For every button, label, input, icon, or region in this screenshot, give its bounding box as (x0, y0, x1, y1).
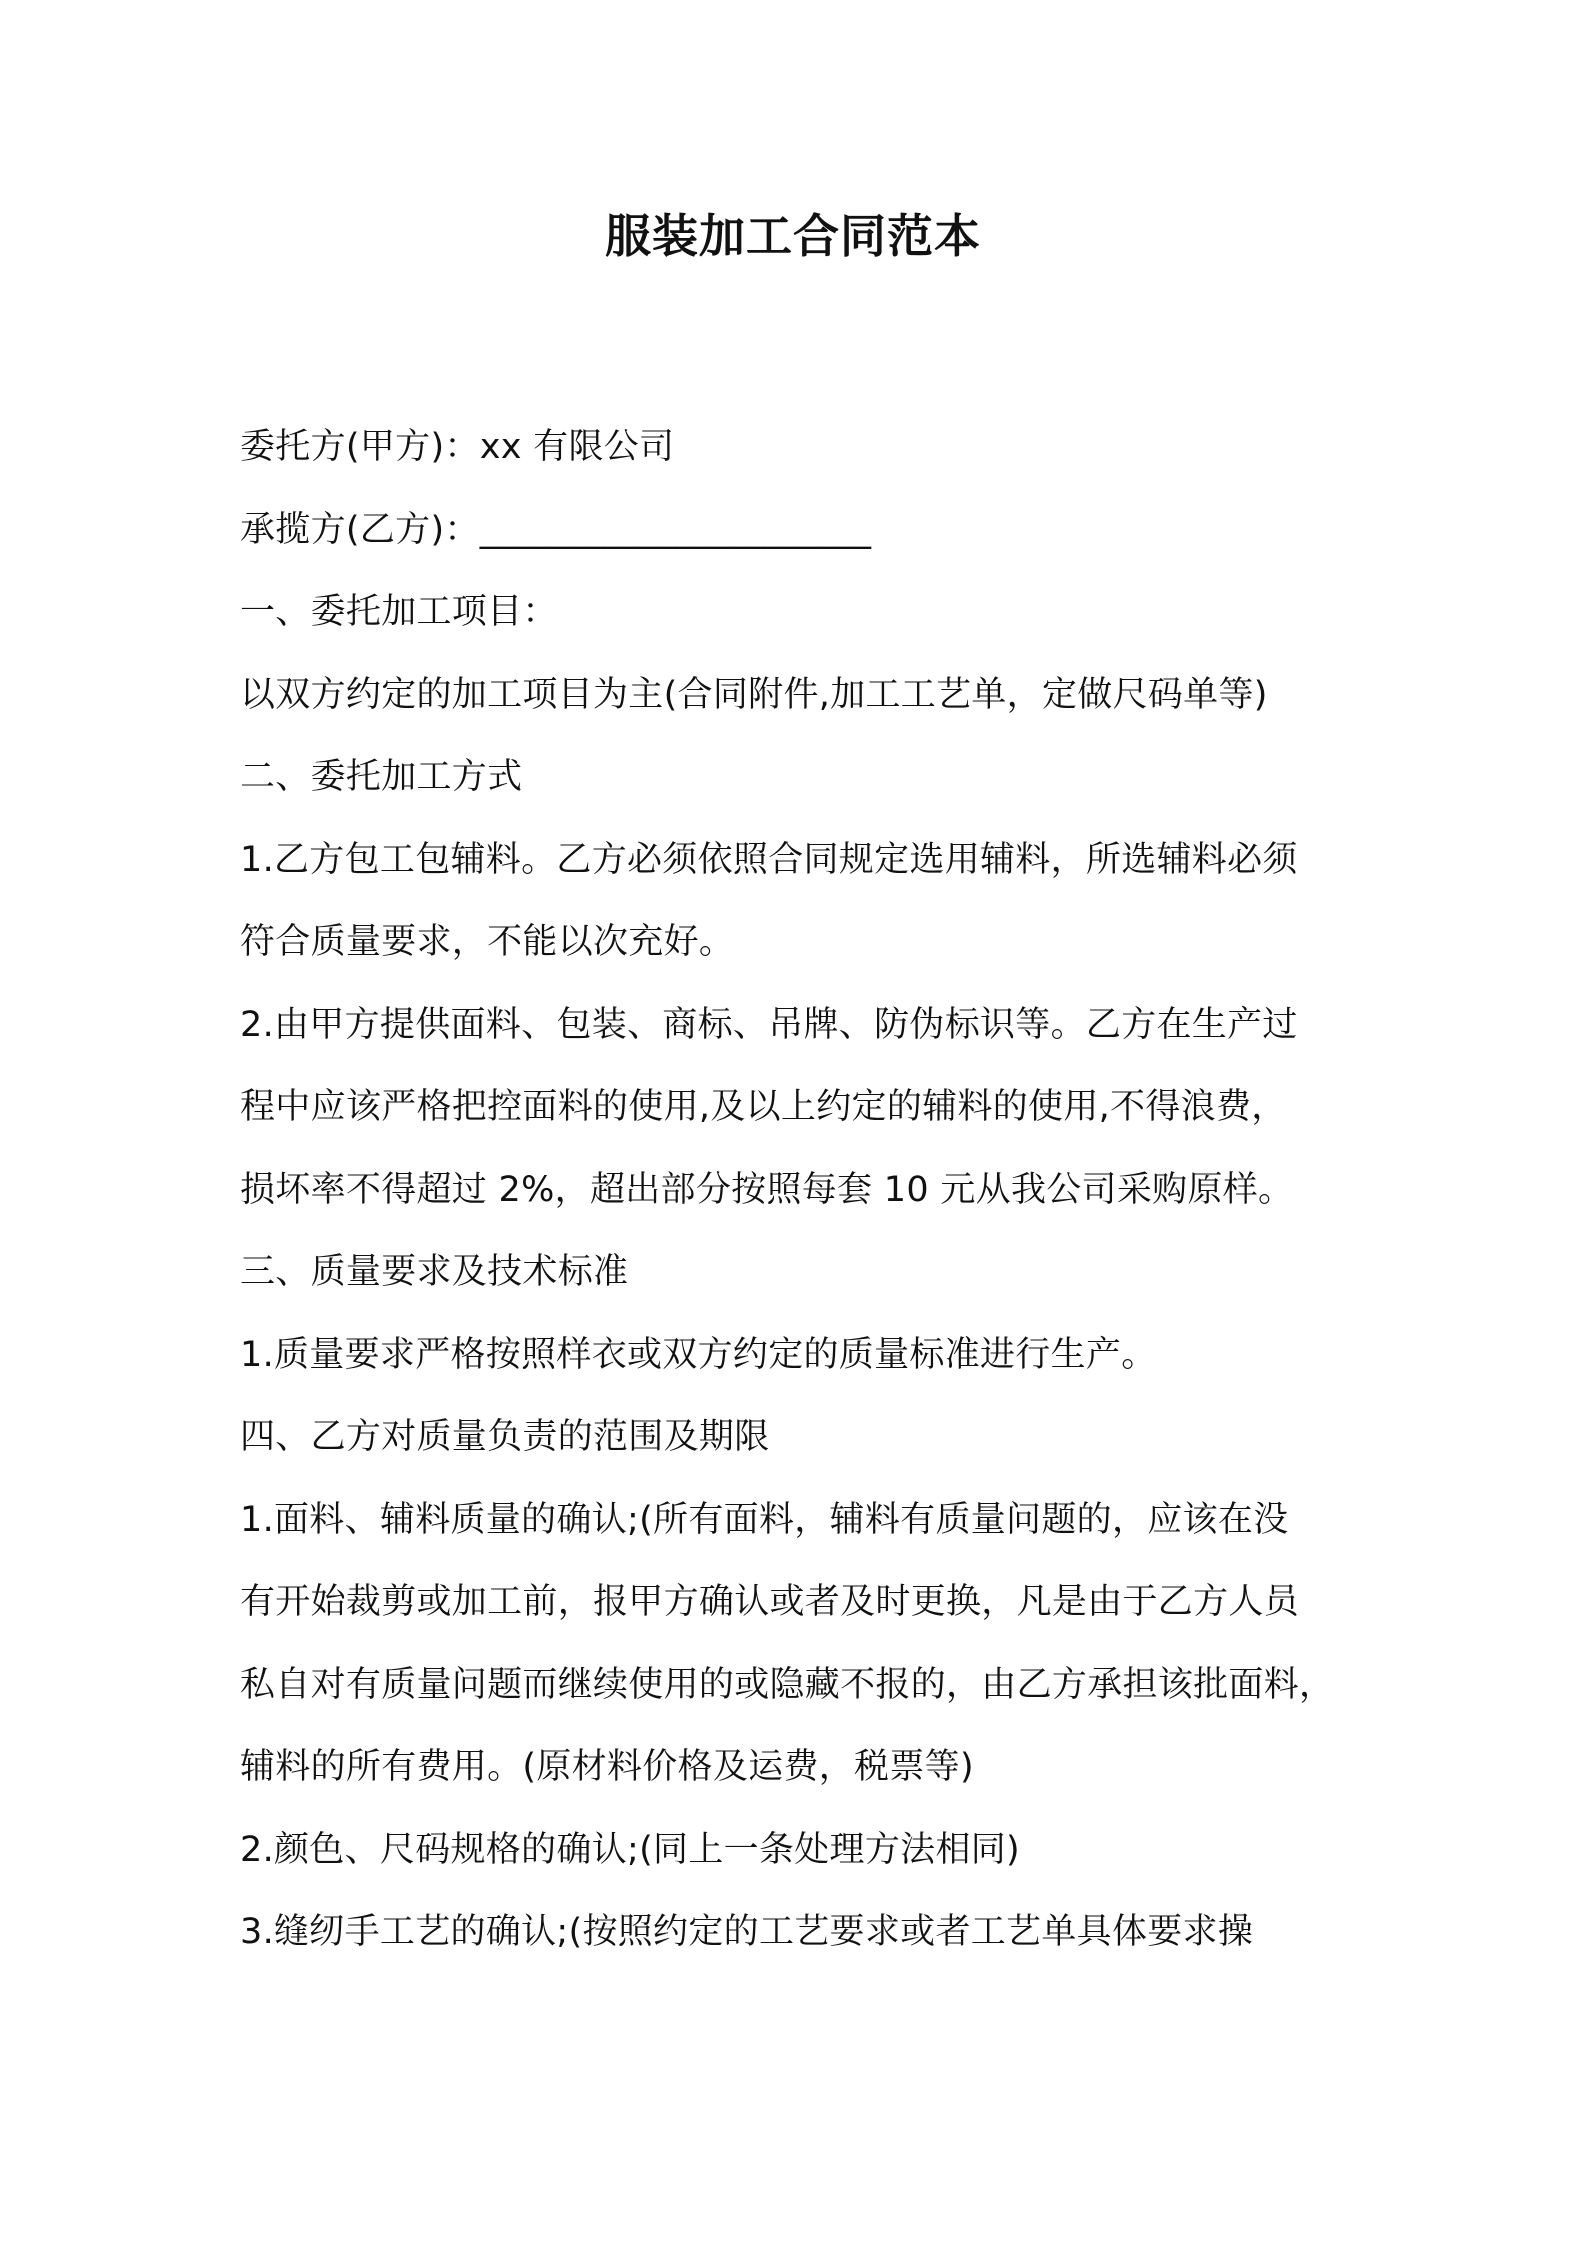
paragraph-line: 有开始裁剪或加工前，报甲方确认或者及时更换，凡是由于乙方人员 (240, 1582, 1300, 1622)
section-heading-3: 三、质量要求及技术标准 (240, 1252, 629, 1292)
paragraph-line: 辅料的所有费用。(原材料价格及运费，税票等) (240, 1747, 974, 1787)
paragraph-line: 1.质量要求严格按照样衣或双方约定的质量标准进行生产。 (240, 1334, 1157, 1375)
document-title: 服装加工合同范本 (605, 209, 981, 263)
paragraph-line: 私自对有质量问题而继续使用的或隐藏不报的，由乙方承担该批面料， (240, 1664, 1335, 1705)
paragraph-line: 2.由甲方提供面料、包装、商标、吊牌、防伪标识等。乙方在生产过 (240, 1004, 1298, 1045)
party-a-line: 委托方(甲方)：xx 有限公司 (240, 427, 675, 467)
paragraph-line: 3.缝纫手工艺的确认;(按照约定的工艺要求或者工艺单具体要求操 (240, 1912, 1254, 1952)
paragraph-line: 1.面料、辅料质量的确认;(所有面料，辅料有质量问题的，应该在没 (240, 1499, 1289, 1540)
paragraph-line: 符合质量要求，不能以次充好。 (240, 922, 735, 962)
paragraph-line: 损坏率不得超过 2%，超出部分按照每套 10 元从我公司采购原样。 (240, 1169, 1294, 1210)
paragraph-line: 2.颜色、尺码规格的确认;(同上一条处理方法相同) (240, 1829, 1020, 1870)
paragraph-line: 以双方约定的加工项目为主(合同附件,加工工艺单，定做尺码单等) (240, 674, 1268, 715)
paragraph-line: 1.乙方包工包辅料。乙方必须依照合同规定选用辅料，所选辅料必须 (240, 839, 1298, 880)
party-b-line: 承揽方(乙方)：______________________ (240, 509, 872, 550)
section-heading-4: 四、乙方对质量负责的范围及期限 (240, 1417, 770, 1457)
document-body (240, 406, 1360, 1974)
section-heading-2: 二、委托加工方式 (240, 757, 523, 797)
paragraph-line: 程中应该严格把控面料的使用,及以上约定的辅料的使用,不得浪费， (240, 1087, 1287, 1127)
section-heading-1: 一、委托加工项目： (240, 592, 558, 632)
